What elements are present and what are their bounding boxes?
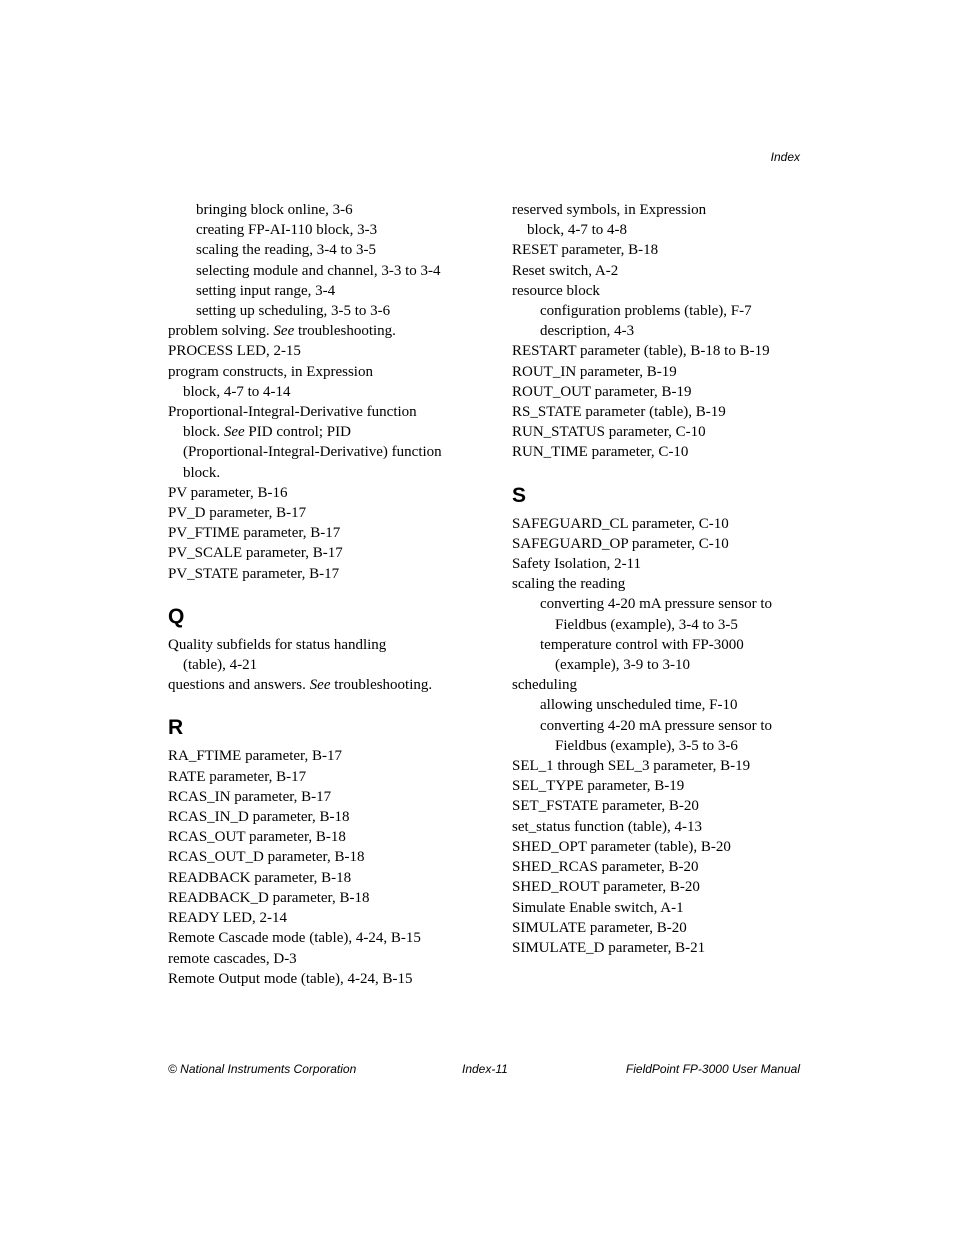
index-entry (168, 949, 468, 969)
index-entry-line: PV_STATE parameter, B-17 (168, 565, 340, 582)
index-entry (512, 837, 812, 857)
index-entry-line: PV_FTIME parameter, B-17 (168, 525, 341, 542)
index-entry-line: converting 4-20 mA pressure sensor to (540, 596, 773, 613)
index-entry-line: set_status function (table), 4-13 (512, 818, 702, 835)
index-entry (512, 534, 812, 554)
index-entry (168, 969, 468, 989)
index-entry (168, 827, 468, 847)
index-entry-line: RUN_TIME parameter, C-10 (512, 444, 689, 461)
index-entry (512, 362, 812, 382)
index-entry-line: SAFEGUARD_CL parameter, C-10 (512, 515, 729, 532)
index-entry-line: temperature control with FP-3000 (540, 636, 744, 653)
footer-page-number: Index-11 (462, 1062, 508, 1076)
index-entry (168, 807, 468, 827)
index-entry (512, 796, 812, 816)
index-entry-line: SHED_ROUT parameter, B-20 (512, 879, 700, 896)
index-entry-line: creating FP-AI-110 block, 3-3 (196, 222, 378, 239)
index-entry-line: questions and answers. See troubleshooting. (168, 677, 433, 694)
index-entry (168, 402, 468, 483)
index-entry-line: SHED_RCAS parameter, B-20 (512, 859, 699, 876)
index-entry (168, 564, 468, 584)
index-column-left (168, 200, 468, 989)
index-entry (512, 514, 812, 534)
index-entry (512, 918, 812, 938)
index-entry-line: reserved symbols, in Expression (512, 202, 707, 218)
index-entry (168, 321, 468, 341)
index-entry (512, 382, 812, 402)
footer-copyright: © National Instruments Corporation (168, 1062, 357, 1076)
index-entry-line: block, 4-7 to 4-14 (183, 383, 291, 400)
index-entry (168, 928, 468, 948)
index-entry-line: block. (183, 464, 221, 481)
index-entry-line: SIMULATE_D parameter, B-21 (512, 939, 706, 956)
index-entry-line: remote cascades, D-3 (168, 950, 297, 967)
index-entry-line: Proportional-Integral-Derivative function (168, 404, 417, 421)
index-entry-line: SHED_OPT parameter (table), B-20 (512, 838, 731, 855)
index-entry-line: SET_FSTATE parameter, B-20 (512, 798, 699, 815)
index-entry-line: RUN_STATUS parameter, C-10 (512, 424, 706, 441)
index-entry (512, 938, 812, 958)
index-entry-line: RCAS_IN_D parameter, B-18 (168, 809, 350, 826)
index-entry-line: READY LED, 2-14 (168, 910, 288, 927)
index-entry (512, 675, 812, 695)
index-entry-line: converting 4-20 mA pressure sensor to (540, 717, 773, 734)
index-entry-line: RA_FTIME parameter, B-17 (168, 748, 342, 765)
index-entry-line: RCAS_OUT_D parameter, B-18 (168, 849, 365, 866)
index-entry (512, 281, 812, 301)
index-entry-line: setting input range, 3-4 (196, 282, 336, 299)
index-entry (512, 301, 812, 321)
index-entry (168, 341, 468, 361)
index-entry-line: (table), 4-21 (183, 657, 258, 674)
index-entry (512, 422, 812, 442)
index-entry-line: Remote Output mode (table), 4-24, B-15 (168, 970, 413, 987)
index-entry-line: SEL_TYPE parameter, B-19 (512, 778, 685, 795)
index-entry (168, 908, 468, 928)
index-column-right (512, 200, 812, 958)
index-entry-line: SAFEGUARD_OP parameter, C-10 (512, 535, 729, 552)
index-entry (168, 888, 468, 908)
index-entry (512, 402, 812, 422)
index-entry-line: selecting module and channel, 3-3 to 3-4 (196, 262, 441, 279)
index-letter-heading: Q (168, 604, 185, 628)
index-entry-line: RESTART parameter (table), B-18 to B-19 (512, 343, 770, 360)
index-entry (512, 857, 812, 877)
index-entry (512, 695, 812, 715)
index-entry-line: Simulate Enable switch, A-1 (512, 899, 684, 916)
index-entry (512, 716, 812, 756)
index-entry-line: setting up scheduling, 3-5 to 3-6 (196, 303, 391, 320)
index-entry (512, 635, 812, 675)
index-entry (168, 281, 468, 301)
index-entry-line: bringing block online, 3-6 (196, 202, 353, 218)
index-entry (512, 442, 812, 462)
index-entry-line: SIMULATE parameter, B-20 (512, 919, 687, 936)
running-header: Index (770, 150, 800, 164)
index-entry (168, 220, 468, 240)
index-entry (168, 635, 468, 675)
index-letter-heading: R (168, 716, 184, 740)
index-entry (512, 594, 812, 634)
index-entry-line: Quality subfields for status handling (168, 636, 387, 653)
index-entry (512, 341, 812, 361)
index-entry (512, 240, 812, 260)
index-entry (168, 868, 468, 888)
index-entry-line: Fieldbus (example), 3-4 to 3-5 (555, 616, 738, 633)
index-entry-line: ROUT_IN parameter, B-19 (512, 363, 677, 380)
index-letter-heading: S (512, 483, 527, 507)
index-entry-line: Reset switch, A-2 (512, 262, 619, 279)
index-entry (168, 362, 468, 402)
index-entry-line: allowing unscheduled time, F-10 (540, 697, 738, 714)
index-entry-line: scaling the reading, 3-4 to 3-5 (196, 242, 376, 259)
index-entry (168, 200, 468, 220)
index-entry-line: scaling the reading (512, 576, 626, 593)
index-entry-line: Remote Cascade mode (table), 4-24, B-15 (168, 930, 421, 947)
index-entry (512, 776, 812, 796)
index-entry-line: block, 4-7 to 4-8 (527, 222, 627, 239)
index-entry-line: (Proportional-Integral-Derivative) function (183, 444, 442, 461)
index-entry-line: problem solving. See troubleshooting. (168, 323, 396, 340)
index-entry-line: RCAS_IN parameter, B-17 (168, 788, 332, 805)
index-entry (512, 200, 812, 240)
index-entry (168, 301, 468, 321)
index-entry (168, 240, 468, 260)
index-entry (168, 523, 468, 543)
index-entry-line: RESET parameter, B-18 (512, 242, 659, 259)
index-entry (168, 847, 468, 867)
index-entry-line: description, 4-3 (540, 323, 635, 340)
index-entry (168, 675, 468, 695)
index-entry-line: PV_D parameter, B-17 (168, 505, 307, 522)
index-entry (168, 746, 468, 766)
index-entry-line: Fieldbus (example), 3-5 to 3-6 (555, 737, 738, 754)
index-entry (168, 543, 468, 563)
index-entry (168, 767, 468, 787)
index-entry-line: resource block (512, 282, 600, 299)
index-entry-line: Safety Isolation, 2-11 (512, 556, 642, 573)
index-entry (512, 898, 812, 918)
index-entry-line: PV parameter, B-16 (168, 484, 288, 501)
index-entry-line: block. See PID control; PID (183, 424, 351, 441)
footer-manual-title: FieldPoint FP-3000 User Manual (625, 1062, 800, 1076)
index-entry (168, 503, 468, 523)
index-entry (512, 817, 812, 837)
index-entry-line: READBACK parameter, B-18 (168, 869, 352, 886)
index-entry-line: PROCESS LED, 2-15 (168, 343, 301, 360)
index-entry (512, 877, 812, 897)
index-entry-line: configuration problems (table), F-7 (540, 303, 752, 320)
index-entry (512, 574, 812, 594)
index-entry-line: RCAS_OUT parameter, B-18 (168, 829, 346, 846)
index-entry (512, 554, 812, 574)
index-entry-line: PV_SCALE parameter, B-17 (168, 545, 343, 562)
index-entry-line: ROUT_OUT parameter, B-19 (512, 383, 692, 400)
index-entry-line: (example), 3-9 to 3-10 (555, 657, 690, 674)
index-entry-line: program constructs, in Expression (168, 363, 373, 380)
index-entry (512, 321, 812, 341)
index-entry (512, 756, 812, 776)
index-entry-line: RS_STATE parameter (table), B-19 (512, 404, 726, 421)
index-entry (512, 261, 812, 281)
index-entry-line: RATE parameter, B-17 (168, 768, 307, 785)
index-entry (168, 261, 468, 281)
index-entry-line: SEL_1 through SEL_3 parameter, B-19 (512, 758, 751, 775)
index-entry (168, 483, 468, 503)
index-entry-line: scheduling (512, 677, 577, 694)
index-entry (168, 787, 468, 807)
page-footer (168, 1062, 800, 1078)
index-entry-line: READBACK_D parameter, B-18 (168, 889, 370, 906)
